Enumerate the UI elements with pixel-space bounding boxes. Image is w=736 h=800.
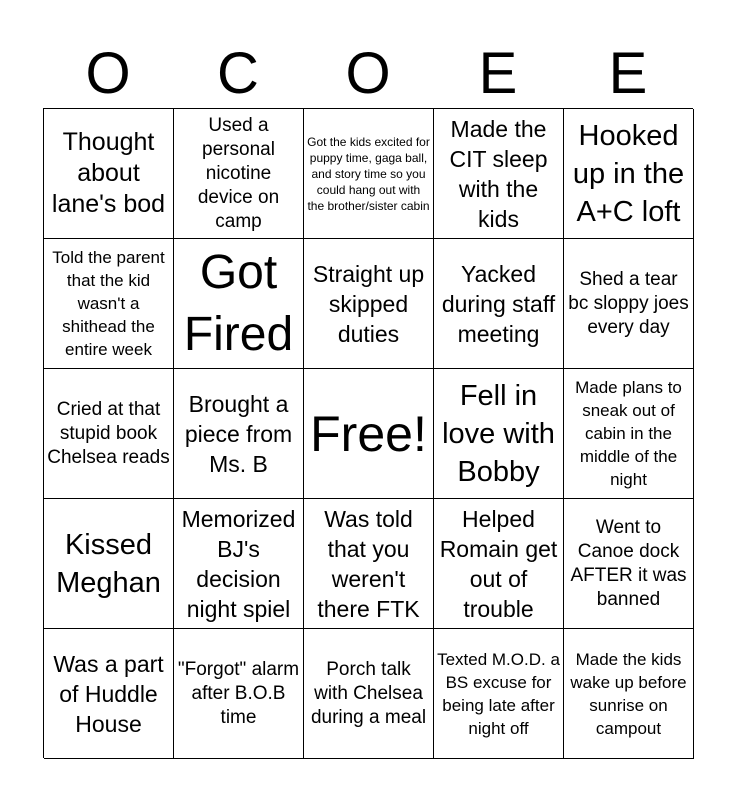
header-letter-1: O (85, 41, 131, 106)
cell-text: Cried at that stupid book Chelsea reads (47, 398, 170, 468)
bingo-cell-3[interactable] (304, 109, 434, 239)
bingo-cell-9[interactable] (434, 239, 564, 369)
bingo-cell-5[interactable] (564, 109, 694, 239)
cell-text: Straight up skipped duties (312, 260, 425, 347)
cell-text: Fell in love with Bobby (442, 379, 555, 488)
bingo-cell-2[interactable] (174, 109, 304, 239)
bingo-cell-19[interactable] (434, 499, 564, 629)
bingo-cell-1[interactable] (44, 109, 174, 239)
cell-text: Made the kids wake up before sunrise on campout (570, 649, 687, 738)
cell-text: Was told that you weren't there FTK (317, 505, 420, 622)
bingo-cell-11[interactable] (44, 369, 174, 499)
cell-text: Yacked during staff meeting (441, 260, 556, 347)
cell-text: Helped Romain get out of trouble (439, 505, 558, 622)
bingo-cell-17[interactable] (174, 499, 304, 629)
header-letter-3: O (345, 41, 391, 106)
cell-text: Went to Canoe dock AFTER it was banned (570, 516, 687, 610)
bingo-cell-14[interactable] (434, 369, 564, 499)
cell-text: Used a personal nicotine device on camp (197, 114, 280, 232)
cell-text: Thought about lane's bod (51, 128, 166, 218)
bingo-cell-16[interactable] (44, 499, 174, 629)
bingo-cell-6[interactable] (44, 239, 174, 369)
cell-text: Was a part of Huddle House (53, 650, 164, 737)
bingo-cell-7[interactable] (174, 239, 304, 369)
bingo-board (43, 108, 693, 758)
cell-text: "Forgot" alarm after B.O.B time (177, 658, 300, 728)
bingo-cell-21[interactable] (44, 629, 174, 759)
bingo-cell-22[interactable] (174, 629, 304, 759)
header-letter-4: E (478, 41, 518, 106)
header-letter-2: C (217, 41, 259, 106)
cell-text: Hooked up in the A+C loft (572, 119, 685, 228)
bingo-cell-free[interactable] (304, 369, 434, 499)
header-letter-5: E (608, 41, 648, 106)
bingo-cell-18[interactable] (304, 499, 434, 629)
cell-text: Made plans to sneak out of cabin in the middle of the night (575, 378, 682, 489)
cell-text: Made the CIT sleep with the kids (449, 115, 548, 232)
bingo-cell-25[interactable] (564, 629, 694, 759)
cell-text: Got Fired (183, 245, 294, 361)
cell-text: Free! (310, 405, 427, 462)
cell-text: Texted M.O.D. a BS excuse for being late after night off (437, 649, 560, 738)
cell-text: Kissed Meghan (56, 528, 161, 599)
cell-text: Memorized BJ's decision night spiel (181, 505, 296, 622)
bingo-cell-8[interactable] (304, 239, 434, 369)
bingo-cell-23[interactable] (304, 629, 434, 759)
cell-text: Told the parent that the kid wasn't a shithead the entire week (52, 248, 165, 359)
bingo-cell-10[interactable] (564, 239, 694, 369)
bingo-header (43, 40, 693, 108)
cell-text: Shed a tear bc sloppy joes every day (568, 268, 689, 338)
cell-text: Porch talk with Chelsea during a meal (310, 658, 427, 728)
cell-text: Brought a piece from Ms. B (184, 390, 293, 477)
bingo-cell-20[interactable] (564, 499, 694, 629)
bingo-cell-24[interactable] (434, 629, 564, 759)
bingo-cell-12[interactable] (174, 369, 304, 499)
bingo-cell-4[interactable] (434, 109, 564, 239)
cell-text: Got the kids excited for puppy time, gaga ball, and story time so you could hang out with the brother/sister cabin (307, 134, 430, 213)
bingo-cell-15[interactable] (564, 369, 694, 499)
